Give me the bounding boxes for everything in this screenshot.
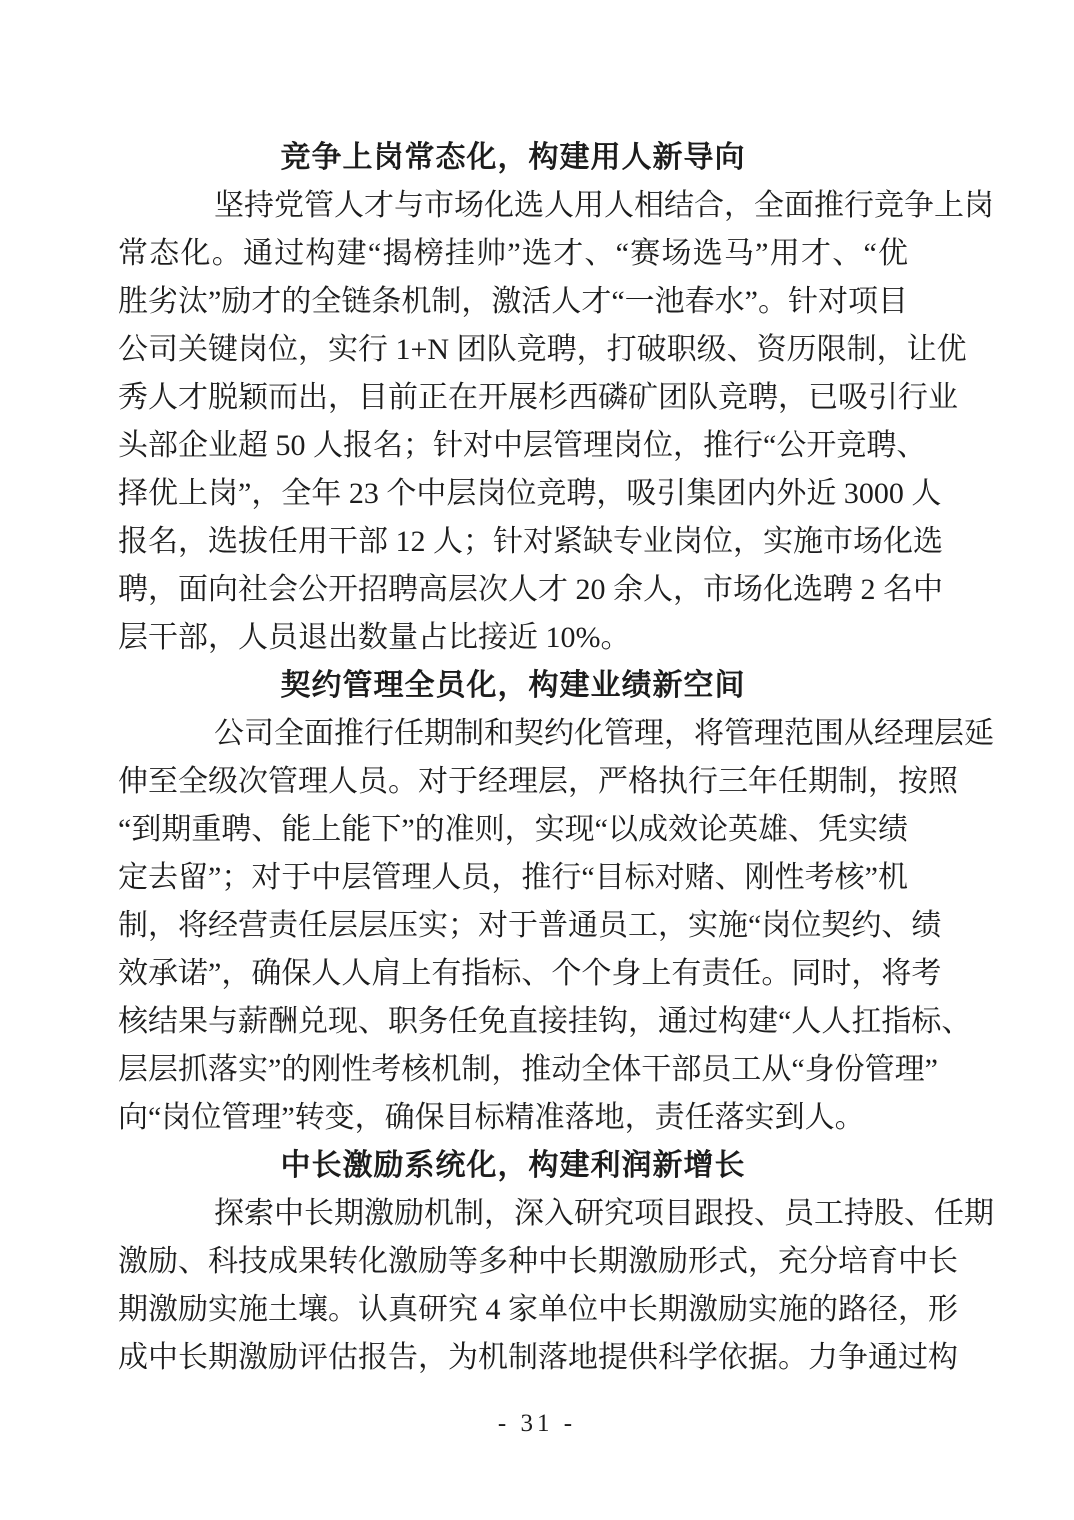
text-line: 核结果与薪酬兑现、职务任免直接挂钩，通过构建“人人扛指标、 — [118, 1005, 972, 1038]
text-line: 定去留”；对于中层管理人员，推行“目标对赌、刚性考核”机 — [118, 861, 908, 894]
document-content — [118, 134, 994, 1382]
section-heading: 契约管理全员化，构建业绩新空间 — [280, 669, 746, 702]
text-line: 效承诺”，确保人人肩上有指标、个个身上有责任。同时，将考 — [118, 957, 942, 990]
text-line: 向“岗位管理”转变，确保目标精准落地，责任落实到人。 — [118, 1101, 865, 1134]
text-line: 报名，选拔任用干部 12 人；针对紧缺专业岗位，实施市场化选 — [118, 525, 943, 558]
page-number: - 31 - — [497, 1410, 577, 1437]
text-line: 头部企业超 50 人报名；针对中层管理岗位，推行“公开竞聘、 — [118, 429, 927, 462]
text-line: 成中长期激励评估报告，为机制落地提供科学依据。力争通过构 — [118, 1341, 958, 1374]
section-heading: 竞争上岗常态化，构建用人新导向 — [280, 141, 746, 174]
text-line: 聘，面向社会公开招聘高层次人才 20 余人，市场化选聘 2 名中 — [118, 573, 943, 606]
text-line: 探索中长期激励机制，深入研究项目跟投、员工持股、任期 — [214, 1197, 994, 1230]
section-heading: 中长激励系统化，构建利润新增长 — [280, 1149, 746, 1182]
text-line: 激励、科技成果转化激励等多种中长期激励形式，充分培育中长 — [118, 1245, 958, 1278]
text-line: 公司全面推行任期制和契约化管理，将管理范围从经理层延 — [214, 717, 994, 750]
text-line: 常态化。通过构建“揭榜挂帅”选才、“赛场选马”用才、“优 — [118, 237, 908, 270]
text-line: 胜劣汰”励才的全链条机制，激活人才“一池春水”。针对项目 — [118, 285, 908, 318]
text-line: 秀人才脱颖而出，目前正在开展杉西磷矿团队竞聘，已吸引行业 — [118, 381, 958, 414]
text-line: 期激励实施土壤。认真研究 4 家单位中长期激励实施的路径，形 — [118, 1293, 958, 1326]
text-line: 层层抓落实”的刚性考核机制，推动全体干部员工从“身份管理” — [118, 1053, 938, 1086]
text-line: 层干部，人员退出数量占比接近 10%。 — [118, 621, 631, 654]
text-line: 坚持党管人才与市场化选人用人相结合，全面推行竞争上岗 — [214, 189, 994, 222]
text-line: 择优上岗”，全年 23 个中层岗位竞聘，吸引集团内外近 3000 人 — [118, 477, 942, 510]
text-line: 制，将经营责任层层压实；对于普通员工，实施“岗位契约、绩 — [118, 909, 942, 942]
text-line: 公司关键岗位，实行 1+N 团队竞聘，打破职级、资历限制，让优 — [118, 333, 967, 366]
text-line: “到期重聘、能上能下”的准则，实现“以成效论英雄、凭实绩 — [118, 813, 908, 846]
text-line: 伸至全级次管理人员。对于经理层，严格执行三年任期制，按照 — [118, 765, 958, 798]
